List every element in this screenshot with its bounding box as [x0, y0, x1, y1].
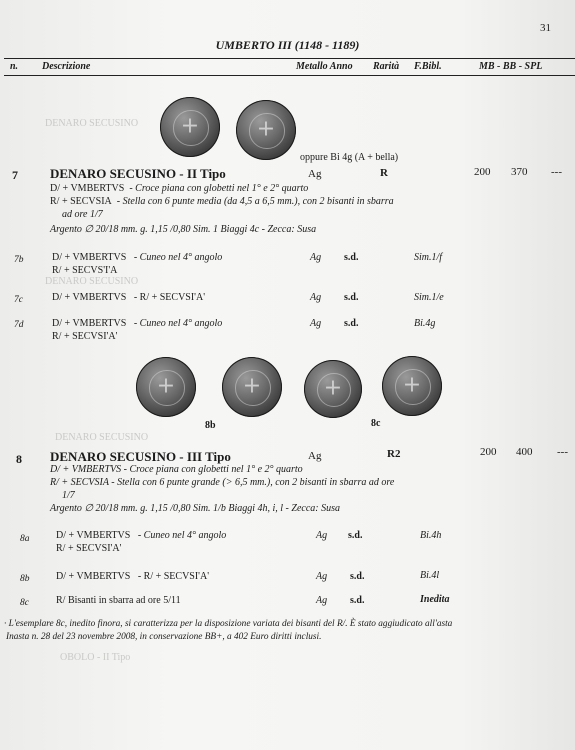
variant-description: - Cuneo nel 4° angolo [133, 318, 223, 329]
variant-metal: Ag [310, 252, 322, 263]
variant-bibliography: Sim.1/e [414, 292, 444, 303]
entry-name: DENARO SECUSINO - III Tipo [50, 449, 231, 464]
footnote-line-2: Inasta n. 28 del 23 novembre 2008, in conservazione BB+, a 402 Euro diritti inclusi. [6, 632, 322, 642]
entry-metal: Ag [308, 168, 322, 180]
variant-description: - Cuneo nel 4° angolo [137, 530, 227, 541]
variant-number: 8a [20, 534, 30, 544]
entry-name: DENARO SECUSINO - II Tipo [50, 166, 226, 181]
coin-photo-8b-obverse [136, 357, 196, 417]
variant-number: 8b [20, 574, 30, 584]
variant-bibliography: Sim.1/f [414, 252, 443, 263]
reverse-description-cont: ad ore 1/7 [62, 209, 103, 220]
variant-metal: Ag [316, 571, 328, 582]
variant-year: s.d. [348, 530, 363, 541]
variant-reverse: R/ + SECVS'I'A [52, 265, 118, 276]
coin-label-8c: 8c [371, 418, 381, 429]
price-mb: 200 [474, 166, 491, 178]
variant-number: 8c [20, 598, 29, 608]
variant-description: - R/ + SECVSI'A' [133, 292, 206, 303]
variant-year: s.d. [344, 318, 359, 329]
variant-description: - R/ + SECVSI'A' [137, 571, 210, 582]
page-title: UMBERTO III (1148 - 1189) [215, 38, 360, 52]
obverse-line: D/ + VMBERTVS - Croce piana con globetti nel 1° e 2° quarto [50, 464, 303, 475]
coin-photo-obverse [160, 97, 220, 157]
price-bb: 400 [516, 446, 533, 458]
bleed-through-text: DENARO SECUSINO [45, 118, 139, 129]
variant-obverse [56, 530, 226, 541]
variant-metal: Ag [310, 318, 322, 329]
variant-obverse: R/ Bisanti in sbarra ad ore 5/11 [56, 595, 181, 606]
alt-metal-note: oppure Bi 4g (A + bella) [300, 152, 399, 163]
coin-photo-8c-obverse [304, 360, 362, 418]
page-number: 31 [540, 22, 551, 34]
variant-reverse: R/ + SECVSI'A' [56, 543, 122, 554]
variant-bibliography: Inedita [420, 594, 450, 605]
variant-metal: Ag [316, 530, 328, 541]
obverse-legend: D/ + VMBERTVS [50, 183, 125, 194]
entry-rarity: R2 [387, 448, 401, 460]
variant-obverse [56, 571, 209, 582]
entry-specs: Argento ∅ 20/18 mm. g. 1,15 /0,80 Sim. 1 Biaggi 4c - Zecca: Susa [50, 224, 317, 235]
bleed-through-text: DENARO SECUSINO [55, 432, 149, 443]
variant-description: - Cuneo nel 4° angolo [133, 252, 223, 263]
variant-year: s.d. [350, 595, 365, 606]
variant-bibliography: Bi.4g [414, 318, 436, 329]
variant-year: s.d. [350, 571, 365, 582]
entry-number: 8 [16, 452, 22, 466]
coin-label-8b: 8b [205, 420, 216, 431]
variant-obverse-legend: D/ + VMBERTVS [52, 252, 127, 263]
coin-photo-8c-reverse [382, 356, 442, 416]
header-metallo-anno: Metallo Anno [296, 61, 353, 72]
variant-metal: Ag [316, 595, 328, 606]
entry-number: 7 [12, 168, 18, 182]
variant-obverse [52, 252, 222, 263]
bleed-through-text: OBOLO - II Tipo [60, 652, 131, 663]
header-rarita: Rarità [373, 61, 400, 72]
coin-photo-8b-reverse [222, 357, 282, 417]
price-spl: --- [551, 166, 562, 178]
reverse-description: - Stella con 6 punte media (da 4,5 a 6,5 mm.), con 2 bisanti in sbarra [116, 196, 394, 207]
bleed-through-text: DENARO SECUSINO [45, 276, 139, 287]
variant-year: s.d. [344, 252, 359, 263]
header-fbibl: F.Bibl. [414, 61, 442, 72]
variant-obverse-legend: D/ + VMBERTVS [56, 571, 131, 582]
reverse-line: R/ + SECVSIA - Stella con 6 punte grande (> 6,5 mm.), con 2 bisanti in sbarra ad ore [50, 477, 395, 488]
entry-rarity: R [380, 167, 388, 179]
coin-photo-reverse [236, 100, 296, 160]
obverse-description: - Croce piana con globetti nel 1° e 2° quarto [129, 183, 309, 194]
footnote-line-1: · L'esemplare 8c, inedito finora, si caratterizza per la disposizione variata dei bisanti del R/. È stato aggiudicato all'asta [4, 619, 453, 629]
obverse-line [50, 183, 308, 194]
variant-reverse: R/ + SECVSI'A' [52, 331, 118, 342]
price-mb: 200 [480, 446, 497, 458]
price-bb: 370 [511, 166, 528, 178]
header-grades: MB - BB - SPL [479, 61, 543, 72]
variant-bibliography: Bi.4h [420, 530, 442, 541]
variant-obverse [52, 318, 222, 329]
variant-number: 7d [14, 320, 24, 330]
reverse-legend: R/ + SECVSIA [50, 196, 112, 207]
reverse-line [50, 196, 394, 207]
variant-obverse [52, 292, 205, 303]
variant-obverse-legend: D/ + VMBERTVS [52, 292, 127, 303]
variant-metal: Ag [310, 292, 322, 303]
variant-obverse-legend: D/ + VMBERTVS [52, 318, 127, 329]
table-header [4, 58, 575, 76]
variant-bibliography: Bi.4l [420, 570, 440, 581]
reverse-line-cont: 1/7 [62, 490, 75, 501]
variant-number: 7c [14, 295, 23, 305]
entry-metal: Ag [308, 450, 322, 462]
header-descrizione: Descrizione [42, 61, 91, 72]
variant-year: s.d. [344, 292, 359, 303]
entry-specs: Argento ∅ 20/18 mm. g. 1,15 /0,80 Sim. 1/b Biaggi 4h, i, l - Zecca: Susa [50, 503, 340, 514]
variant-obverse-legend: D/ + VMBERTVS [56, 530, 131, 541]
variant-number: 7b [14, 255, 24, 265]
header-n: n. [10, 61, 19, 72]
price-spl: --- [557, 446, 568, 458]
